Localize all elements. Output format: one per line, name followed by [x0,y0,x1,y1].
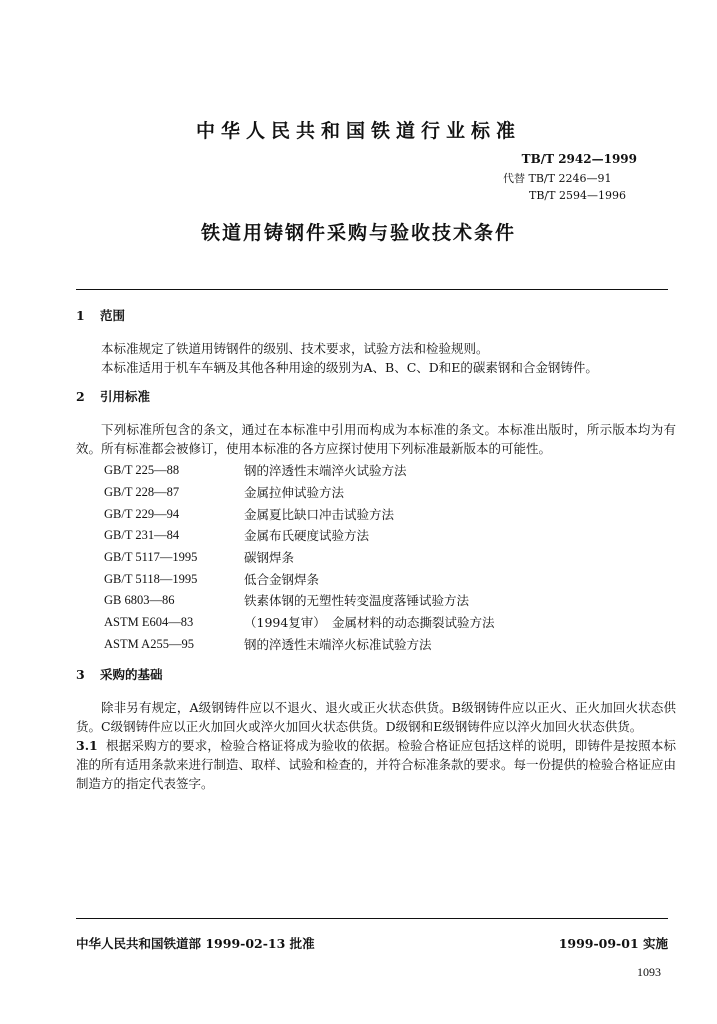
section-3-1-paragraph [76,736,676,793]
table-row [104,460,495,482]
replaces-code-2: TB/T 2594—1996 [529,189,626,202]
ref-code: GB/T 228—87 [104,485,180,500]
section-1-paragraph-2: 本标准适用于机车车辆及其他各种用途的级别为A、B、C、D和E的碳素钢和合金钢铸件。 [101,360,598,375]
ref-name: 金属布氏硬度试验方法 [244,528,370,544]
table-row [104,590,495,612]
section-title: 引用标准 [100,389,151,404]
ref-name: 金属夏比缺口冲击试验方法 [244,506,395,522]
standard-type-header: 中华人民共和国铁道行业标准 [195,120,521,142]
table-row [104,612,495,634]
ref-name: 金属拉伸试验方法 [244,485,345,501]
spacer [76,655,676,665]
ref-name: 钢的淬透性末端淬火标准试验方法 [244,636,432,652]
section-3-paragraph: 除非另有规定，A级钢铸件应以不退火、退火或正火状态供货。B级钢铸件应以正火、正火加回火状态供货。C级钢铸件应以正火加回火或淬火加回火状态供货。D级钢和E级钢铸件应以淬火加回火状态供货。 [76,700,676,735]
section-title: 采购的基础 [100,667,163,683]
ref-code: GB/T 231—84 [104,528,180,543]
document-body [76,306,676,793]
section-2-heading [76,387,676,406]
ref-name: 钢的淬透性末端淬火试验方法 [244,463,407,479]
effective-date: 1999-09-01 实施 [558,936,668,951]
ref-code: ASTM E604—83 [104,615,194,630]
section-number: 1 [76,308,85,323]
page-number: 1093 [637,965,661,979]
spacer [76,377,676,387]
referenced-standards-table [104,460,495,655]
standard-codes [441,152,641,202]
replaces-code-1: 代替 TB/T 2246—91 [503,172,612,185]
section-title: 范围 [100,308,126,323]
table-row [104,525,495,547]
section-1-heading [76,306,676,325]
ref-code: ASTM A255—95 [104,636,194,651]
section-3-heading [76,665,676,684]
section-number: 3 [76,667,85,683]
table-row [104,568,495,590]
section-number: 2 [76,389,85,404]
ref-name: 铁素体钢的无塑性转变温度落锤试验方法 [244,593,470,609]
document-title: 铁道用铸钢件采购与验收技术条件 [200,222,516,244]
top-divider [76,289,668,290]
ref-name: 低合金钢焊条 [244,571,320,587]
ref-code: GB/T 5117—1995 [104,550,198,565]
approval-statement: 中华人民共和国铁道部 1999-02-13 批准 [76,936,315,951]
table-row [104,547,495,569]
ref-name: 碳钢焊条 [244,550,295,566]
ref-code: GB/T 5118—1995 [104,571,198,586]
ref-name: （1994复审） 金属材料的动态撕裂试验方法 [244,615,495,631]
subsection-number: 3.1 [76,738,98,754]
ref-code: GB 6803—86 [104,593,175,608]
table-row [104,482,495,504]
standard-code: TB/T 2942—1999 [521,152,637,166]
table-row [104,503,495,525]
subsection-text: 根据采购方的要求，检验合格证将成为验收的依据。检验合格证应包括这样的说明，即铸件是按照本标准的所有适用条款来进行制造、取样、试验和检查的，并符合标准条款的要求。每一份提供的检验合格证应由制造方的指定代表签字。 [76,738,677,792]
ref-code: GB/T 225—88 [104,463,180,478]
section-1-paragraph-1: 本标准规定了铁道用铸钢件的级别、技术要求，试验方法和检验规则。 [101,341,489,356]
bottom-divider [76,918,668,919]
section-2-paragraph: 下列标准所包含的条文，通过在本标准中引用而构成为本标准的条文。本标准出版时，所示版本均为有效。所有标准都会被修订，使用本标准的各方应探讨使用下列标准最新版本的可能性。 [76,422,676,456]
ref-code: GB/T 229—94 [104,506,180,521]
table-row [104,634,495,656]
